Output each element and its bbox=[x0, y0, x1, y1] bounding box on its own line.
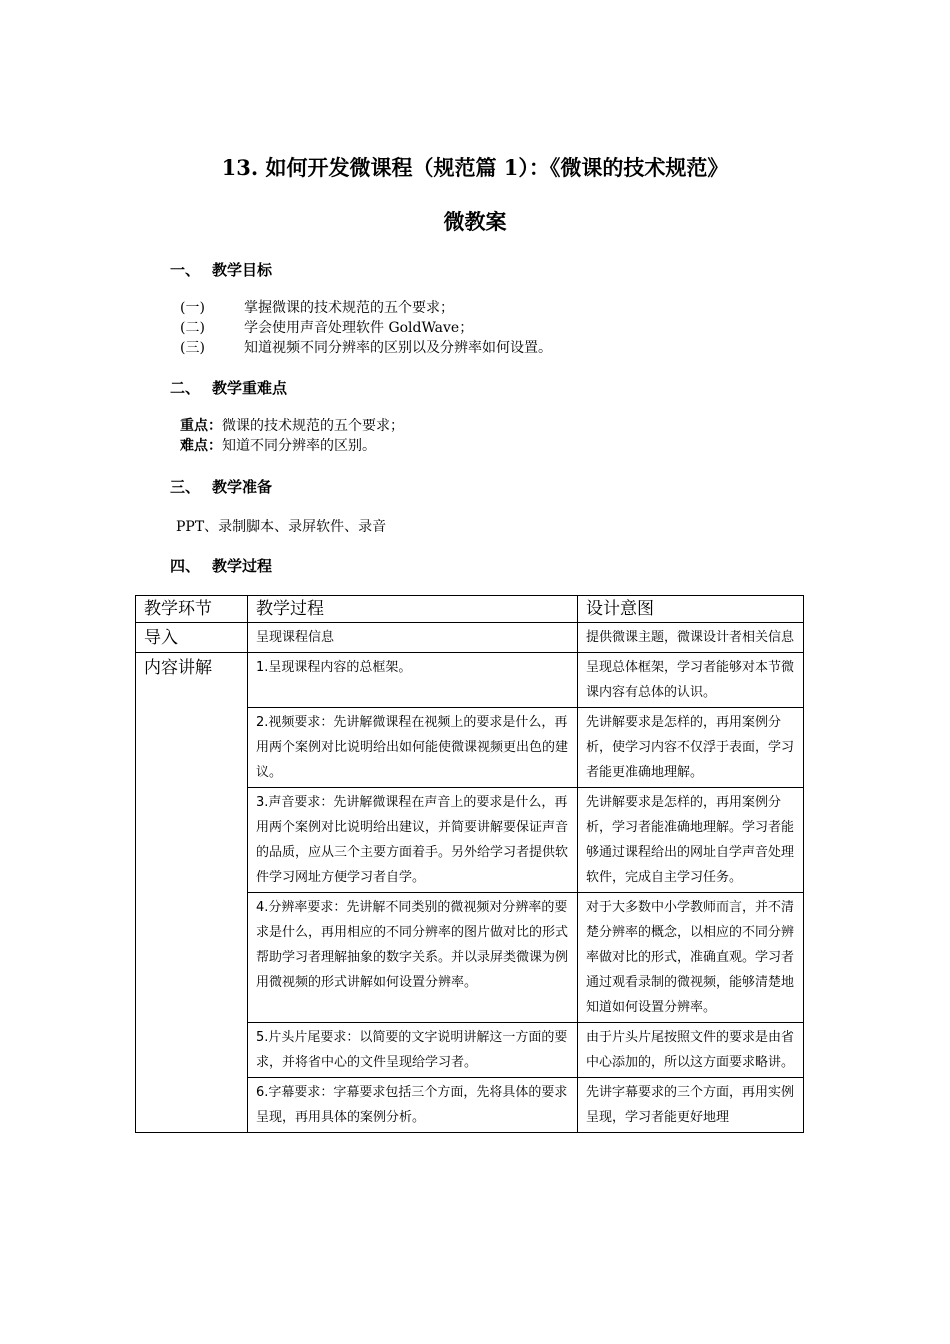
intent-cell: 由于片头片尾按照文件的要求是由省中心添加的，所以这方面要求略讲。 bbox=[578, 1023, 804, 1078]
process-cell: 3.声音要求：先讲解微课程在声音上的要求是什么，再用两个案例对比说明给出建议，并简要讲解要保证声音的品质，应从三个主要方面着手。另外给学习者提供软件学习网址方便学习者自学。 bbox=[248, 788, 578, 893]
objective-mark: (二) bbox=[180, 320, 205, 336]
key-point-label: 重点： bbox=[180, 418, 222, 434]
section-heading-process bbox=[170, 555, 272, 576]
key-point-text: 微课的技术规范的五个要求； bbox=[222, 418, 404, 434]
process-cell: 4.分辨率要求：先讲解不同类别的微视频对分辨率的要求是什么，再用相应的不同分辨率的图片做对比的形式帮助学习者理解抽象的数字关系。并以录屏类微课为例用微视频的形式讲解如何设置分辨率。 bbox=[248, 893, 578, 1023]
intent-cell: 先讲字幕要求的三个方面，再用实例呈现，学习者能更好地理 bbox=[578, 1078, 804, 1133]
intent-cell: 提供微课主题，微课设计者相关信息 bbox=[578, 623, 804, 653]
objective-text: 掌握微课的技术规范的五个要求； bbox=[244, 300, 454, 316]
section-heading-key-points bbox=[170, 377, 287, 398]
process-cell: 2.视频要求：先讲解微课程在视频上的要求是什么，再用两个案例对比说明给出如何能使微课视频更出色的建议。 bbox=[248, 708, 578, 788]
document-title: 13. 如何开发微课程（规范篇 1）：《微课的技术规范》 bbox=[221, 155, 729, 180]
objective-item bbox=[180, 298, 454, 318]
table-row bbox=[136, 623, 804, 653]
intent-cell: 先讲解要求是怎样的，再用案例分析，学习者能准确地理解。学习者能够通过课程给出的网址自学声音处理软件，完成自主学习任务。 bbox=[578, 788, 804, 893]
column-header: 教学过程 bbox=[248, 596, 578, 623]
objective-text: 知道视频不同分辨率的区别以及分辨率如何设置。 bbox=[244, 340, 552, 356]
objective-item bbox=[180, 318, 473, 338]
document-subtitle: 微教案 bbox=[443, 209, 507, 234]
stage-cell: 内容讲解 bbox=[136, 653, 248, 1133]
preparation-text: PPT、录制脚本、录屏软件、录音 bbox=[176, 519, 387, 535]
column-header: 设计意图 bbox=[578, 596, 804, 623]
process-cell: 6.字幕要求：字幕要求包括三个方面，先将具体的要求呈现，再用具体的案例分析。 bbox=[248, 1078, 578, 1133]
section-heading-preparation bbox=[170, 476, 272, 497]
table-row bbox=[136, 653, 804, 708]
section-label: 教学准备 bbox=[212, 478, 273, 496]
column-header: 教学环节 bbox=[136, 596, 248, 623]
process-cell: 1.呈现课程内容的总框架。 bbox=[248, 653, 578, 708]
stage-cell: 导入 bbox=[136, 623, 248, 653]
intent-cell: 呈现总体框架，学习者能够对本节微课内容有总体的认识。 bbox=[578, 653, 804, 708]
section-label: 教学目标 bbox=[212, 261, 273, 279]
table-header-row bbox=[136, 596, 804, 623]
difficult-point-label: 难点： bbox=[180, 438, 222, 454]
section-number: 二、 bbox=[170, 379, 201, 397]
section-label: 教学过程 bbox=[212, 557, 273, 575]
process-cell: 5.片头片尾要求：以简要的文字说明讲解这一方面的要求，并将省中心的文件呈现给学习者。 bbox=[248, 1023, 578, 1078]
process-cell: 呈现课程信息 bbox=[248, 623, 578, 653]
section-number: 三、 bbox=[170, 478, 201, 496]
section-number: 四、 bbox=[170, 557, 201, 575]
objective-mark: (一) bbox=[180, 300, 205, 316]
key-point-line bbox=[180, 416, 404, 436]
objective-mark: (三) bbox=[180, 340, 205, 356]
section-number: 一、 bbox=[170, 261, 201, 279]
intent-cell: 对于大多数中小学教师而言，并不清楚分辨率的概念，以相应的不同分辨率做对比的形式，准确直观。学习者通过观看录制的微视频，能够清楚地知道如何设置分辨率。 bbox=[578, 893, 804, 1023]
intent-cell: 先讲解要求是怎样的，再用案例分析，使学习内容不仅浮于表面，学习者能更准确地理解。 bbox=[578, 708, 804, 788]
teaching-process-table bbox=[135, 595, 804, 1133]
objective-text: 学会使用声音处理软件 GoldWave； bbox=[244, 320, 474, 336]
section-label: 教学重难点 bbox=[212, 379, 288, 397]
difficult-point-line bbox=[180, 436, 376, 456]
section-heading-objectives bbox=[170, 259, 272, 280]
difficult-point-text: 知道不同分辨率的区别。 bbox=[222, 438, 376, 454]
objective-item bbox=[180, 338, 552, 358]
